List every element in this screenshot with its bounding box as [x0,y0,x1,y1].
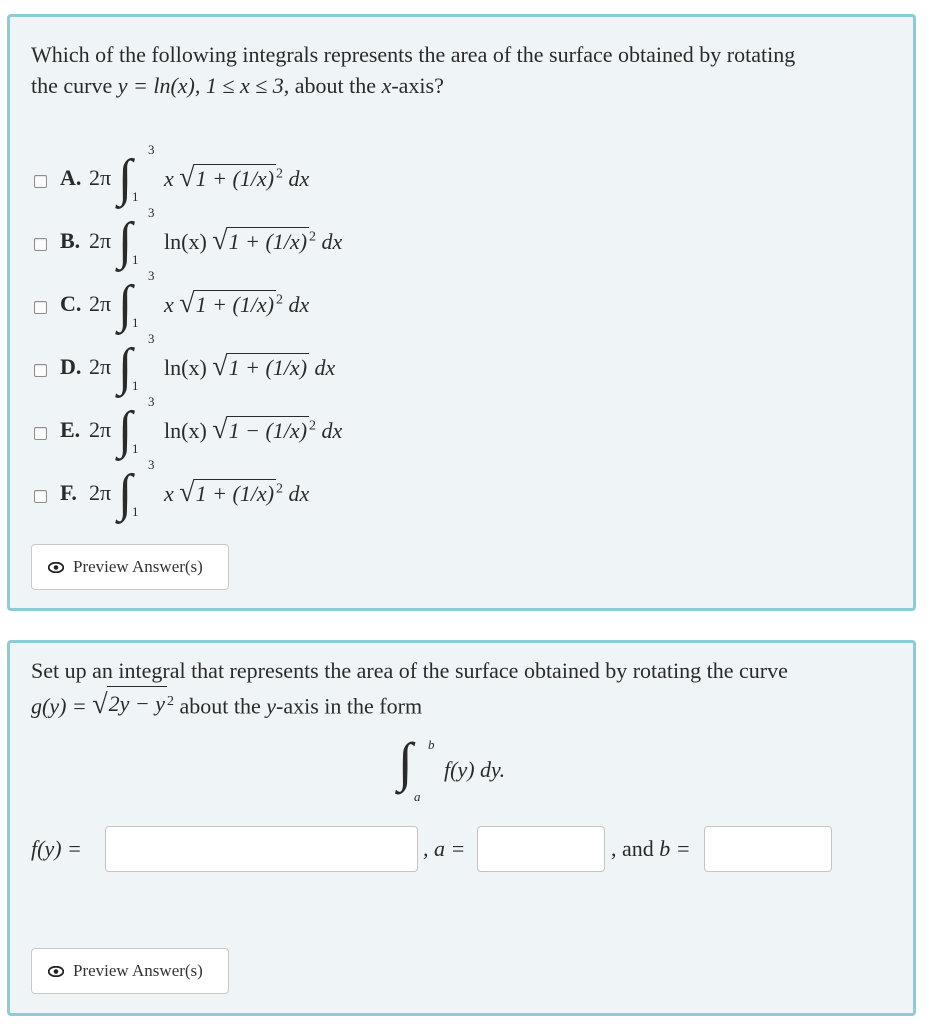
coefficient: 2π [89,417,112,442]
option-label: E. [60,417,81,442]
lower-limit: 1 [132,441,139,456]
radical-icon: √ [212,225,228,256]
option-label: B. [60,228,81,253]
upper-limit: b [428,737,435,752]
radical-icon: √ [179,477,195,508]
integrand: ln(x) √ 1 + (1/x) $^2$ dx [164,225,343,256]
square-root: √ 1 + (1/x) [179,162,275,193]
option-e-checkbox[interactable] [34,427,47,440]
lower-limit: 1 [132,252,139,267]
radical-icon: √ [179,288,195,319]
square-root: √ 1 + (1/x) [179,477,275,508]
integral-sign-icon: ∫ [118,339,133,396]
coefficient: 2π [89,228,112,253]
integral-sign-icon: ∫ [118,402,133,459]
upper-limit: 3 [148,205,155,220]
integral-sign-icon: ∫ [118,150,133,207]
preview-answers-button[interactable]: Preview Answer(s) [31,544,229,590]
square-root: √ 1 + (1/x) [179,288,275,319]
option-label: A. [60,165,82,190]
eye-icon [48,966,64,977]
option-label: F. [60,480,77,505]
option-e[interactable] [34,394,534,469]
integrand: x √ 1 + (1/x) $^2$ dx [164,162,310,193]
radical-icon: √ [179,162,195,193]
a-label: , a = [423,836,466,861]
option-f-checkbox[interactable] [34,490,47,503]
option-d[interactable] [34,331,534,406]
f-input[interactable] [105,826,418,872]
square-root: √ 1 + (1/x) [212,351,308,382]
lower-limit: 1 [132,189,139,204]
upper-limit: 3 [148,457,155,472]
lower-limit: a [414,789,421,804]
question-card-1 [7,14,916,611]
option-c[interactable] [34,268,534,343]
eye-icon [48,562,64,573]
upper-limit: 3 [148,142,155,157]
option-f[interactable] [34,457,534,532]
radical-icon: √ [212,351,228,382]
b-label: , and b = [611,836,691,861]
square-root: √ 1 − (1/x) [212,414,308,445]
radical-icon: √ [92,689,108,721]
integrand: ln(x) √ 1 − (1/x) $^2$ dx [164,414,343,445]
function-lhs: g(y) = [31,693,93,719]
integrand: f(y) dy. [444,757,506,782]
curve-equation: y = ln(x), 1 ≤ x ≤ 3, [117,73,290,98]
integrand: x √ 1 + (1/x) $^2$ dx [164,477,310,508]
option-label: D. [60,354,82,379]
integral-form [398,732,618,807]
coefficient: 2π [89,480,112,505]
f-label: f(y) = [31,836,82,861]
square-root: √ 1 + (1/x) [212,225,308,256]
integral-sign-icon: ∫ [118,276,133,333]
integral-sign-icon: ∫ [398,732,413,792]
lower-limit: 1 [132,315,139,330]
lower-limit: 1 [132,504,139,519]
integral-sign-icon: ∫ [118,465,133,522]
b-input[interactable] [704,826,832,872]
radical-icon: √ [212,414,228,445]
option-a-checkbox[interactable] [34,175,47,188]
option-d-checkbox[interactable] [34,364,47,377]
lower-limit: 1 [132,378,139,393]
integrand: x √ 1 + (1/x) $^2$ dx [164,288,310,319]
upper-limit: 3 [148,268,155,283]
option-b[interactable] [34,205,534,280]
coefficient: 2π [89,291,112,316]
coefficient: 2π [89,165,112,190]
question-card-2 [7,640,916,1016]
question-2-prompt: Set up an integral that represents the area of the surface obtained by rotating the curve g(y) = √ 2y − y $^2$ about the y-axis in the form [31,658,788,721]
option-c-checkbox[interactable] [34,301,47,314]
square-root: √ 2y − y [92,686,167,719]
upper-limit: 3 [148,331,155,346]
integrand: ln(x) √ 1 + (1/x) dx [164,351,336,382]
coefficient: 2π [89,354,112,379]
upper-limit: 3 [148,394,155,409]
integral-sign-icon: ∫ [118,213,133,270]
option-label: C. [60,291,82,316]
question-1-prompt: Which of the following integrals represents the area of the surface obtained by rotating the curve y = ln(x), 1 ≤ x ≤ 3, about the x-axis? [31,42,796,98]
preview-answers-button[interactable]: Preview Answer(s) [31,948,229,994]
a-input[interactable] [477,826,605,872]
option-a[interactable] [34,142,534,217]
option-b-checkbox[interactable] [34,238,47,251]
